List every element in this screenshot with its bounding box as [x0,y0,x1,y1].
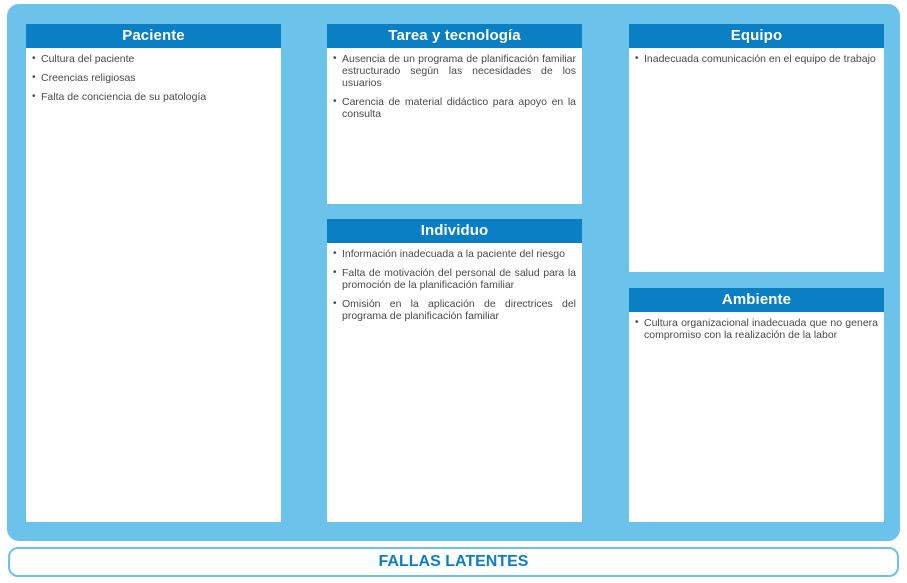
list-item-text: Ausencia de un programa de planificación familiar estructurado según las necesidades de los usuarios [342,53,576,89]
list-item [333,53,576,89]
list-item [32,53,275,65]
bullet-icon: • [635,317,639,328]
bullet-icon: • [333,53,337,64]
bullet-icon: • [333,248,337,259]
panel-list [26,48,281,114]
list-item [333,298,576,322]
list-item-text: Información inadecuada a la paciente del riesgo [342,248,565,260]
panel-equipo [629,24,884,272]
list-item-text: Cultura organizacional inadecuada que no genera compromiso con la realización de la labor [644,317,878,341]
panel-ambiente [629,288,884,522]
list-item [333,248,576,260]
list-item-text: Falta de conciencia de su patología [41,91,207,103]
panel-individuo [327,219,582,522]
panel-tarea-tecnologia [327,24,582,204]
list-item-text: Carencia de material didáctico para apoyo en la consulta [342,96,576,120]
panel-list [327,243,582,333]
bullet-icon: • [32,72,36,83]
bullet-icon: • [635,53,639,64]
panel-title: Ambiente [629,288,884,312]
list-item [32,72,275,84]
panel-title: Individuo [327,219,582,243]
footer-label-fallas-latentes: FALLAS LATENTES [8,547,899,577]
diagram-frame [7,4,900,541]
panel-title: Tarea y tecnología [327,24,582,48]
bullet-icon: • [333,298,337,309]
panel-paciente [26,24,281,522]
list-item [635,317,878,341]
list-item-text: Omisión en la aplicación de directrices del programa de planificación familiar [342,298,576,322]
list-item-text: Cultura del paciente [41,53,135,65]
list-item-text: Creencias religiosas [41,72,136,84]
list-item [333,267,576,291]
list-item [333,96,576,120]
list-item-text: Falta de motivación del personal de salud para la promoción de la planificación familiar [342,267,576,291]
bullet-icon: • [333,96,337,107]
panel-title: Equipo [629,24,884,48]
bullet-icon: • [333,267,337,278]
panel-list [629,48,884,76]
list-item-text: Inadecuada comunicación en el equipo de trabajo [644,53,876,65]
panel-list [629,312,884,352]
bullet-icon: • [32,53,36,64]
list-item [32,91,275,103]
bullet-icon: • [32,91,36,102]
panel-list [327,48,582,131]
list-item [635,53,878,65]
panel-title: Paciente [26,24,281,48]
